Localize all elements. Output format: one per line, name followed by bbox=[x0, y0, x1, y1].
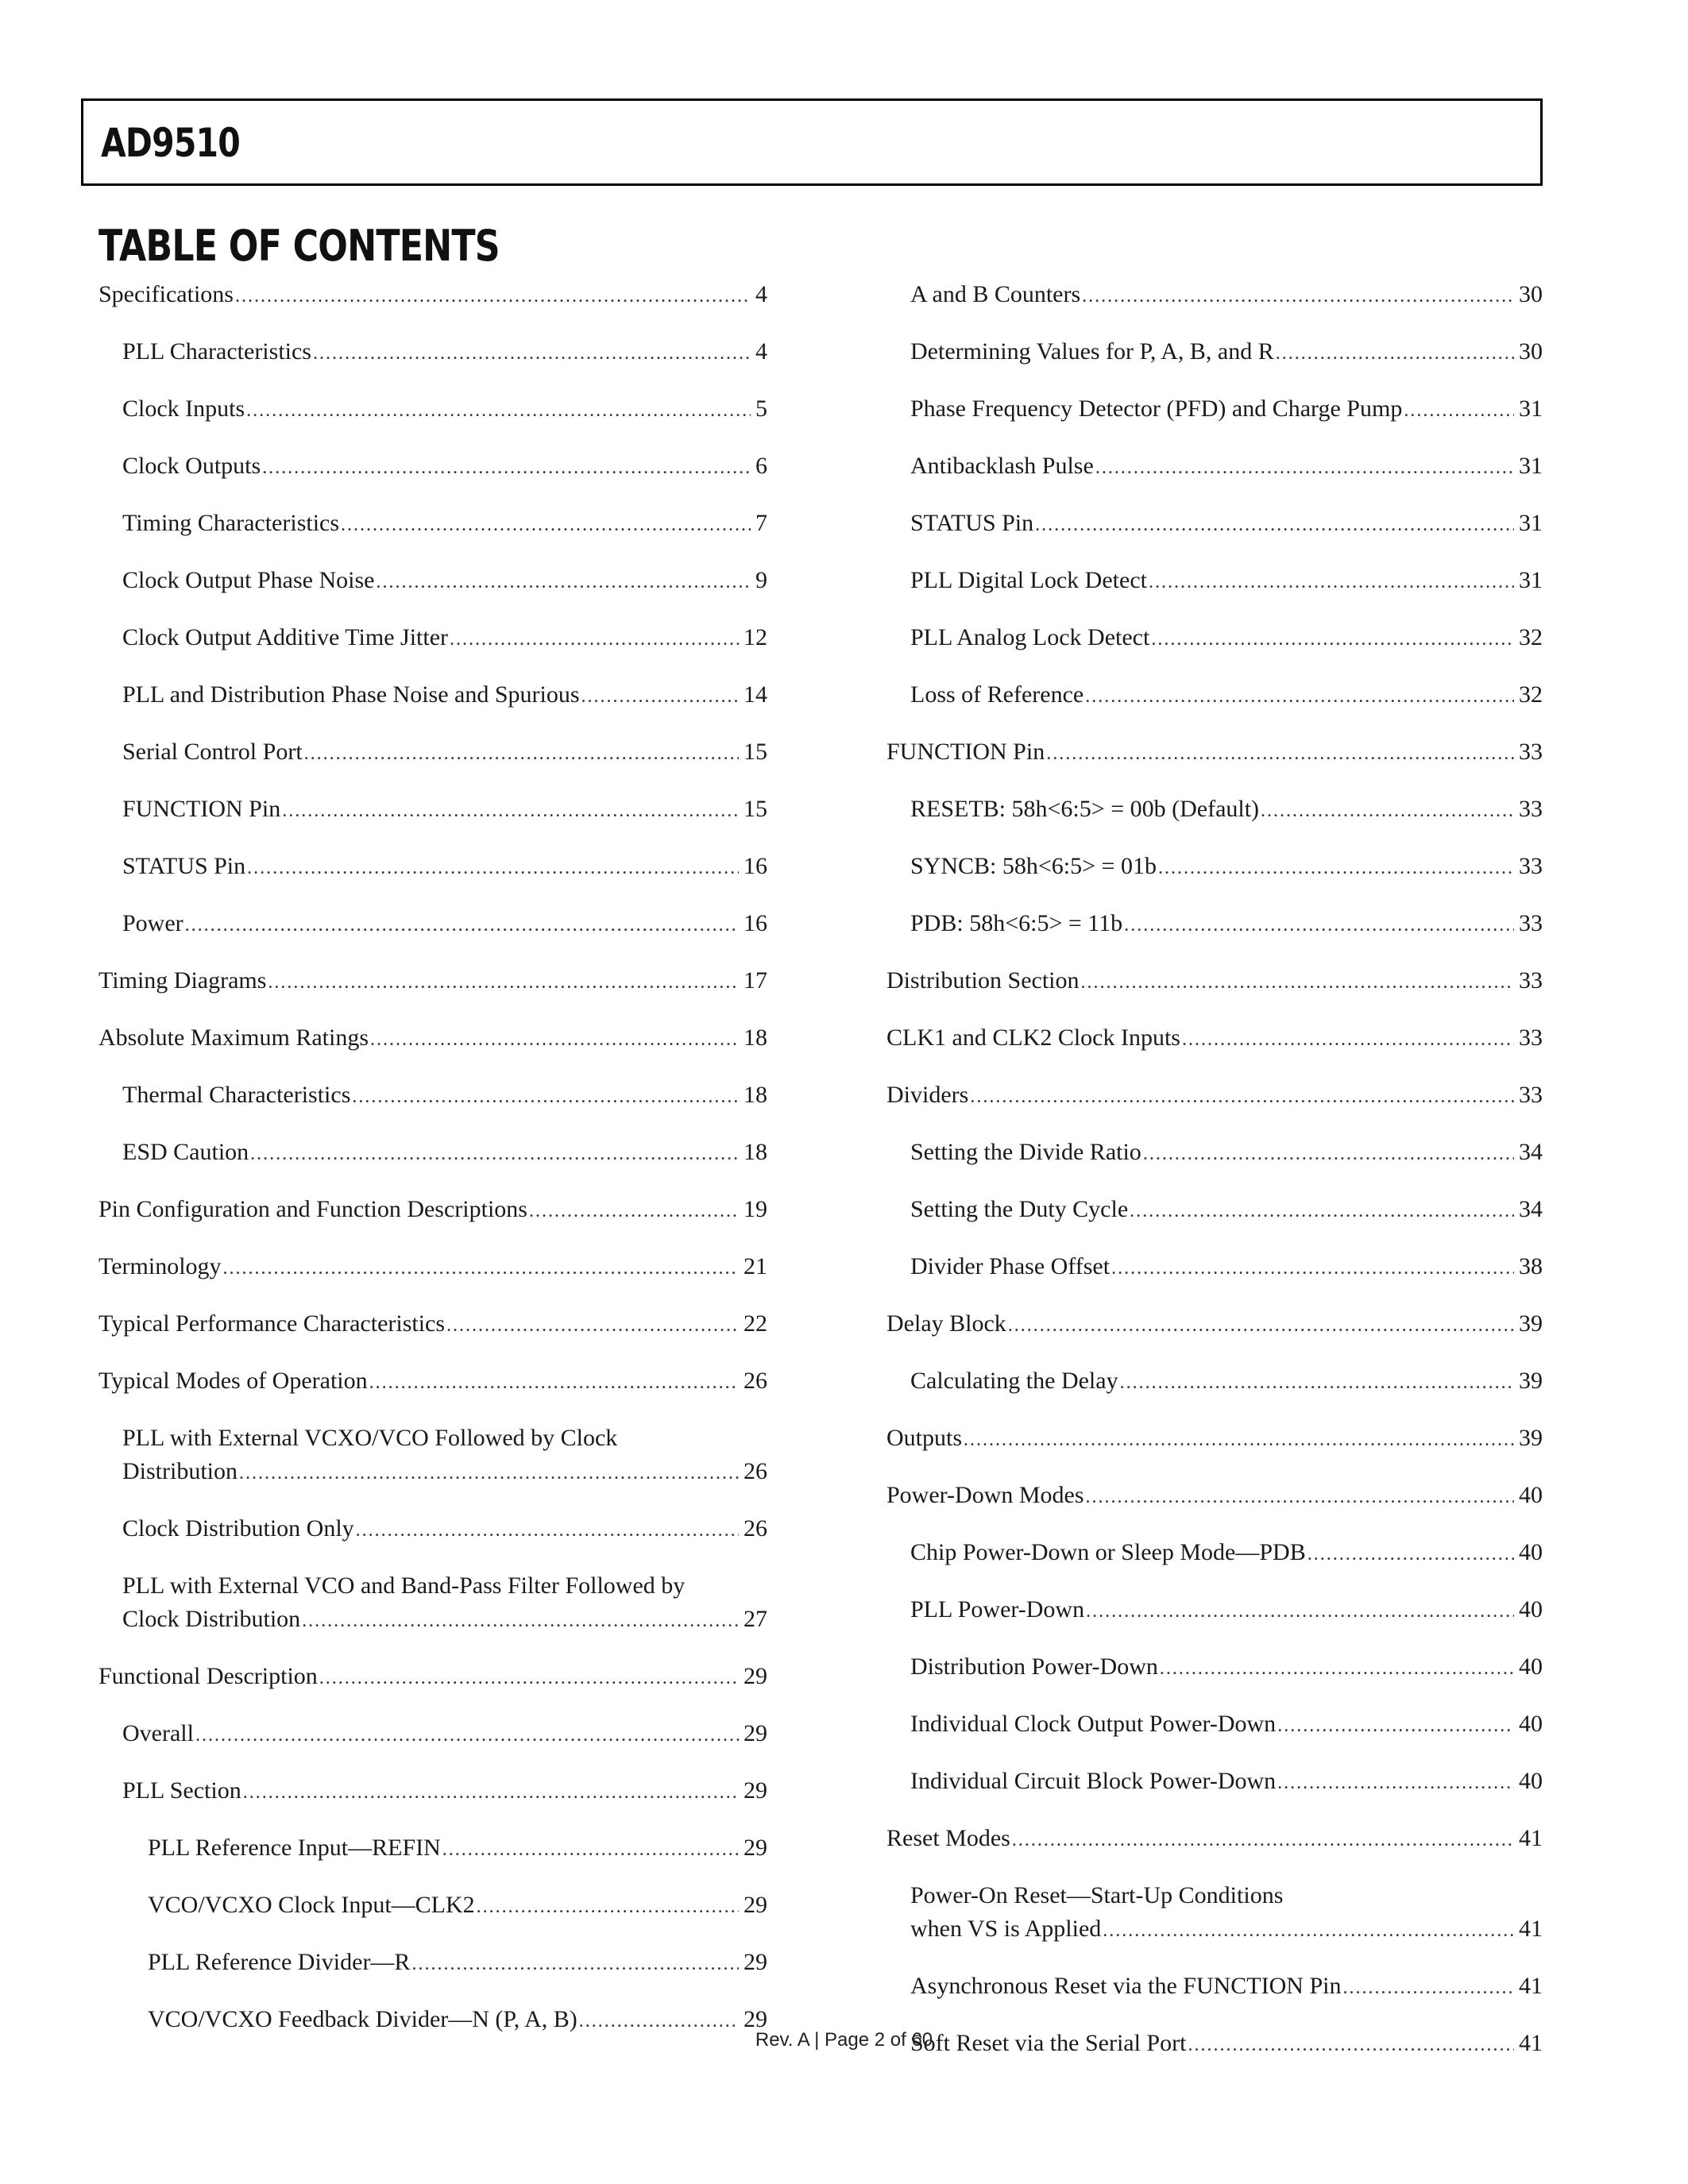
dot-leader bbox=[1081, 966, 1515, 999]
toc-entry[interactable] bbox=[886, 278, 1543, 313]
dot-leader bbox=[964, 1423, 1514, 1457]
toc-entry-page: 29 bbox=[744, 1949, 767, 1975]
toc-entry-page: 22 bbox=[744, 1310, 767, 1337]
toc-entry-page: 29 bbox=[744, 1892, 767, 1918]
toc-entry-title: PLL and Distribution Phase Noise and Spurious bbox=[122, 681, 580, 708]
toc-entry[interactable] bbox=[886, 1307, 1543, 1342]
toc-entry-title: Individual Clock Output Power-Down bbox=[910, 1711, 1277, 1737]
toc-entry-page: 40 bbox=[1519, 1768, 1543, 1794]
toc-entry-title: PLL Reference Input—REFIN bbox=[148, 1835, 441, 1861]
toc-entry-page: 27 bbox=[744, 1606, 767, 1632]
toc-entry[interactable] bbox=[886, 621, 1543, 656]
toc-entry-title: Clock Output Additive Time Jitter bbox=[122, 624, 449, 650]
toc-entry[interactable] bbox=[98, 1021, 767, 1056]
dot-leader bbox=[262, 451, 751, 484]
toc-entry-title-line1: PLL with External VCXO/VCO Followed by Clock bbox=[122, 1425, 618, 1451]
toc-entry-page: 33 bbox=[1519, 910, 1543, 936]
toc-entry[interactable] bbox=[98, 1717, 767, 1752]
toc-entry-title: Soft Reset via the Serial Port bbox=[910, 2030, 1187, 2056]
dot-leader bbox=[442, 1833, 739, 1866]
toc-entry-title: Setting the Duty Cycle bbox=[910, 1196, 1129, 1222]
toc-entry-page: 14 bbox=[744, 681, 767, 708]
dot-leader bbox=[185, 909, 739, 942]
toc-entry-page: 33 bbox=[1519, 739, 1543, 765]
toc-entry-page: 40 bbox=[1519, 1711, 1543, 1737]
toc-entry[interactable] bbox=[98, 1422, 767, 1490]
toc-entry-title: Timing Characteristics bbox=[122, 510, 340, 536]
toc-entry-page: 29 bbox=[744, 1777, 767, 1804]
toc-entry-title: PDB: 58h<6:5> = 11b bbox=[910, 910, 1123, 936]
toc-entry[interactable] bbox=[98, 678, 767, 713]
dot-leader bbox=[1120, 1366, 1514, 1399]
toc-entry-title: Clock Output Phase Noise bbox=[122, 567, 375, 593]
dot-leader bbox=[1143, 1137, 1514, 1171]
toc-entry[interactable] bbox=[98, 392, 767, 427]
toc-column-right bbox=[886, 278, 1543, 2084]
toc-entry[interactable] bbox=[886, 1536, 1543, 1571]
toc-entry[interactable] bbox=[886, 1650, 1543, 1685]
toc-entry-title: PLL Digital Lock Detect bbox=[910, 567, 1147, 593]
toc-entry-page: 16 bbox=[744, 853, 767, 879]
toc-entry-title: SYNCB: 58h<6:5> = 01b bbox=[910, 853, 1157, 879]
toc-entry-page: 31 bbox=[1519, 396, 1543, 422]
toc-entry[interactable] bbox=[886, 392, 1543, 427]
dot-leader bbox=[581, 680, 739, 713]
toc-entry-title: STATUS Pin bbox=[122, 853, 246, 879]
toc-entry-page: 40 bbox=[1519, 1482, 1543, 1508]
toc-entry[interactable] bbox=[886, 793, 1543, 828]
toc-entry-page: 4 bbox=[755, 338, 767, 365]
toc-entry-page: 33 bbox=[1519, 853, 1543, 879]
toc-entry[interactable] bbox=[886, 450, 1543, 484]
toc-entry-page: 39 bbox=[1519, 1368, 1543, 1394]
toc-entry[interactable] bbox=[886, 507, 1543, 542]
toc-entry[interactable] bbox=[886, 564, 1543, 599]
toc-entry-title: Serial Control Port bbox=[122, 739, 303, 765]
toc-entry[interactable] bbox=[886, 1021, 1543, 1056]
toc-entry[interactable] bbox=[98, 1889, 767, 1924]
toc-entry-page: 15 bbox=[744, 739, 767, 765]
toc-entry-page: 41 bbox=[1519, 2030, 1543, 2056]
toc-entry[interactable] bbox=[98, 335, 767, 370]
toc-entry-title: PLL Reference Divider—R bbox=[148, 1949, 411, 1975]
toc-entry-page: 18 bbox=[744, 1024, 767, 1051]
toc-entry-page: 5 bbox=[755, 396, 767, 422]
toc-entry-page: 29 bbox=[744, 1835, 767, 1861]
dot-leader bbox=[282, 794, 739, 828]
toc-entry[interactable] bbox=[98, 964, 767, 999]
toc-entry-page: 26 bbox=[744, 1458, 767, 1484]
dot-leader bbox=[1149, 565, 1514, 599]
toc-entry-page: 41 bbox=[1519, 1825, 1543, 1851]
toc-entry-page: 41 bbox=[1519, 1973, 1543, 1999]
page-title: TABLE OF CONTENTS bbox=[98, 221, 500, 271]
toc-entry-page: 40 bbox=[1519, 1653, 1543, 1680]
toc-entry[interactable] bbox=[886, 1822, 1543, 1857]
toc-entry[interactable] bbox=[886, 1193, 1543, 1228]
dot-leader bbox=[246, 394, 751, 427]
dot-leader bbox=[341, 508, 751, 542]
dot-leader bbox=[352, 1080, 739, 1113]
toc-entry-page: 40 bbox=[1519, 1539, 1543, 1565]
toc-entry[interactable] bbox=[886, 1765, 1543, 1800]
toc-entry-page: 29 bbox=[744, 2006, 767, 2032]
toc-entry[interactable] bbox=[98, 621, 767, 656]
toc-entry-title: Distribution bbox=[122, 1458, 238, 1484]
toc-entry-page: 4 bbox=[755, 281, 767, 307]
dot-leader bbox=[370, 1023, 739, 1056]
dot-leader bbox=[1046, 737, 1514, 770]
toc-entry[interactable] bbox=[98, 1307, 767, 1342]
toc-entry-title: Clock Outputs bbox=[122, 453, 261, 479]
toc-entry-page: 31 bbox=[1519, 567, 1543, 593]
toc-entry-title: RESETB: 58h<6:5> = 00b (Default) bbox=[910, 796, 1260, 822]
toc-entry-title: Functional Description bbox=[98, 1663, 318, 1689]
toc-entry-page: 33 bbox=[1519, 1024, 1543, 1051]
toc-entry[interactable] bbox=[98, 564, 767, 599]
toc-entry[interactable] bbox=[98, 1250, 767, 1285]
toc-entry[interactable] bbox=[98, 507, 767, 542]
dot-leader bbox=[1342, 1971, 1514, 2005]
dot-leader bbox=[1158, 851, 1514, 885]
toc-entry-title: Loss of Reference bbox=[910, 681, 1084, 708]
dot-leader bbox=[304, 737, 739, 770]
dot-leader bbox=[250, 1137, 739, 1171]
toc-entry[interactable] bbox=[886, 1479, 1543, 1514]
dot-leader bbox=[239, 1457, 739, 1490]
toc-entry[interactable] bbox=[98, 793, 767, 828]
dot-leader bbox=[195, 1719, 739, 1752]
toc-entry[interactable] bbox=[98, 278, 767, 313]
toc-entry-title: Clock Distribution bbox=[122, 1606, 301, 1632]
toc-entry[interactable] bbox=[886, 964, 1543, 999]
toc-entry[interactable] bbox=[98, 1831, 767, 1866]
dot-leader bbox=[1095, 451, 1514, 484]
toc-entry-title: STATUS Pin bbox=[910, 510, 1034, 536]
toc-entry-title: Calculating the Delay bbox=[910, 1368, 1118, 1394]
toc-entry-page: 34 bbox=[1519, 1139, 1543, 1165]
toc-entry-page: 18 bbox=[744, 1082, 767, 1108]
toc-entry-title: Outputs bbox=[886, 1425, 963, 1451]
dot-leader bbox=[1086, 1595, 1514, 1628]
toc-entry-title: PLL Section bbox=[122, 1777, 241, 1804]
toc-entry[interactable] bbox=[98, 1946, 767, 1981]
dot-leader bbox=[1404, 394, 1514, 427]
toc-entry-page: 12 bbox=[744, 624, 767, 650]
toc-entry-page: 26 bbox=[744, 1515, 767, 1542]
toc-entry-page: 18 bbox=[744, 1139, 767, 1165]
toc-entry-title: Reset Modes bbox=[886, 1825, 1010, 1851]
toc-entry[interactable] bbox=[886, 1422, 1543, 1457]
toc-entry[interactable] bbox=[886, 1250, 1543, 1285]
toc-entry-title: Power-Down Modes bbox=[886, 1482, 1084, 1508]
toc-entry[interactable] bbox=[98, 450, 767, 484]
toc-entry[interactable] bbox=[98, 850, 767, 885]
toc-entry[interactable] bbox=[886, 1970, 1543, 2005]
toc-entry[interactable] bbox=[886, 1364, 1543, 1399]
toc-entry-title: Pin Configuration and Function Descriptions bbox=[98, 1196, 527, 1222]
toc-entry-title: Typical Performance Characteristics bbox=[98, 1310, 446, 1337]
toc-entry[interactable] bbox=[886, 1879, 1543, 1947]
toc-entry-title: ESD Caution bbox=[122, 1139, 249, 1165]
toc-entry-title: A and B Counters bbox=[910, 281, 1081, 307]
toc-entry[interactable] bbox=[98, 1774, 767, 1809]
toc-entry-page: 31 bbox=[1519, 510, 1543, 536]
toc-entry-title: when VS is Applied bbox=[910, 1916, 1102, 1942]
dot-leader bbox=[243, 1776, 739, 1809]
dot-leader bbox=[1277, 1766, 1514, 1800]
toc-entry-page: 39 bbox=[1519, 1425, 1543, 1451]
dot-leader bbox=[1160, 1652, 1514, 1685]
dot-leader bbox=[411, 1947, 739, 1981]
toc-entry-title: Determining Values for P, A, B, and R bbox=[910, 338, 1274, 365]
toc-entry-page: 30 bbox=[1519, 281, 1543, 307]
toc-entry-page: 19 bbox=[744, 1196, 767, 1222]
dot-leader bbox=[223, 1252, 739, 1285]
dot-leader bbox=[1012, 1823, 1514, 1857]
dot-leader bbox=[1085, 680, 1514, 713]
toc-entry-page: 30 bbox=[1519, 338, 1543, 365]
dot-leader bbox=[235, 280, 751, 313]
toc-entry-title: Setting the Divide Ratio bbox=[910, 1139, 1141, 1165]
toc-entry-page: 39 bbox=[1519, 1310, 1543, 1337]
dot-leader bbox=[369, 1366, 739, 1399]
toc-entry[interactable] bbox=[886, 1707, 1543, 1742]
toc-entry-title: Timing Diagrams bbox=[98, 967, 267, 994]
toc-entry-title: PLL Power-Down bbox=[910, 1596, 1085, 1623]
toc-entry-page: 17 bbox=[744, 967, 767, 994]
toc-entry-title-line1: Power-On Reset—Start-Up Conditions bbox=[910, 1882, 1284, 1908]
toc-entry[interactable] bbox=[886, 335, 1543, 370]
toc-entry[interactable] bbox=[98, 1193, 767, 1228]
toc-entry-page: 32 bbox=[1519, 681, 1543, 708]
toc-entry-title: Absolute Maximum Ratings bbox=[98, 1024, 369, 1051]
toc-entry-title: Delay Block bbox=[886, 1310, 1006, 1337]
dot-leader bbox=[1130, 1194, 1514, 1228]
toc-entry[interactable] bbox=[98, 1512, 767, 1547]
toc-entry-title: Specifications bbox=[98, 281, 234, 307]
toc-entry-title-line1: PLL with External VCO and Band-Pass Filter Followed by bbox=[122, 1572, 686, 1599]
document-header bbox=[81, 98, 1543, 186]
toc-entry-page: 26 bbox=[744, 1368, 767, 1394]
toc-entry-page: 31 bbox=[1519, 453, 1543, 479]
toc-entry-title: Terminology bbox=[98, 1253, 222, 1279]
toc-entry-title: VCO/VCXO Clock Input—CLK2 bbox=[148, 1892, 475, 1918]
dot-leader bbox=[1086, 1480, 1514, 1514]
toc-entry-title: Antibacklash Pulse bbox=[910, 453, 1094, 479]
toc-entry[interactable] bbox=[886, 678, 1543, 713]
dot-leader bbox=[319, 1661, 739, 1695]
toc-entry-page: 32 bbox=[1519, 624, 1543, 650]
toc-entry-title: Dividers bbox=[886, 1082, 969, 1108]
dot-leader bbox=[1103, 1914, 1514, 1947]
toc-entry[interactable] bbox=[886, 907, 1543, 942]
toc-entry[interactable] bbox=[98, 1078, 767, 1113]
dot-leader bbox=[313, 337, 751, 370]
toc-entry-page: 29 bbox=[744, 1720, 767, 1746]
toc-entry-title: VCO/VCXO Feedback Divider—N (P, A, B) bbox=[148, 2006, 577, 2032]
toc-entry-title: Power bbox=[122, 910, 183, 936]
toc-entry[interactable] bbox=[886, 735, 1543, 770]
toc-entry-title: Divider Phase Offset bbox=[910, 1253, 1111, 1279]
toc-entry[interactable] bbox=[98, 1660, 767, 1695]
toc-entry-title: PLL Analog Lock Detect bbox=[910, 624, 1150, 650]
toc-entry[interactable] bbox=[886, 1078, 1543, 1113]
dot-leader bbox=[1151, 623, 1514, 656]
toc-entry-page: 40 bbox=[1519, 1596, 1543, 1623]
dot-leader bbox=[1035, 508, 1514, 542]
toc-entry-title: CLK1 and CLK2 Clock Inputs bbox=[886, 1024, 1180, 1051]
dot-leader bbox=[477, 1890, 739, 1924]
dot-leader bbox=[1008, 1309, 1514, 1342]
dot-leader bbox=[1308, 1538, 1514, 1571]
toc-entry-title: Clock Distribution Only bbox=[122, 1515, 354, 1542]
toc-entry[interactable] bbox=[886, 850, 1543, 885]
toc-entry-title: Distribution Section bbox=[886, 967, 1080, 994]
toc-entry-page: 6 bbox=[755, 453, 767, 479]
toc-entry-title: Thermal Characteristics bbox=[122, 1082, 351, 1108]
toc-entry[interactable] bbox=[98, 1136, 767, 1171]
toc-entry-page: 38 bbox=[1519, 1253, 1543, 1279]
toc-entry[interactable] bbox=[98, 1569, 767, 1638]
dot-leader bbox=[268, 966, 739, 999]
dot-leader bbox=[1276, 337, 1514, 370]
toc-entry-title: Overall bbox=[122, 1720, 194, 1746]
dot-leader bbox=[1182, 1023, 1514, 1056]
toc-entry-page: 16 bbox=[744, 910, 767, 936]
document-id: AD9510 bbox=[101, 120, 240, 166]
dot-leader bbox=[247, 851, 739, 885]
dot-leader bbox=[302, 1604, 739, 1638]
toc-entry[interactable] bbox=[98, 907, 767, 942]
dot-leader bbox=[376, 565, 751, 599]
toc-entry-title: FUNCTION Pin bbox=[886, 739, 1045, 765]
toc-entry[interactable] bbox=[886, 1136, 1543, 1171]
dot-leader bbox=[1082, 280, 1514, 313]
toc-entry-title: PLL Characteristics bbox=[122, 338, 311, 365]
toc-entry[interactable] bbox=[98, 735, 767, 770]
dot-leader bbox=[450, 623, 739, 656]
toc-entry-page: 33 bbox=[1519, 796, 1543, 822]
toc-entry-page: 41 bbox=[1519, 1916, 1543, 1942]
toc-column-left bbox=[98, 278, 767, 2060]
toc-entry-title: Typical Modes of Operation bbox=[98, 1368, 368, 1394]
toc-entry-page: 9 bbox=[755, 567, 767, 593]
toc-entry-page: 33 bbox=[1519, 967, 1543, 994]
toc-entry-title: Asynchronous Reset via the FUNCTION Pin bbox=[910, 1973, 1342, 1999]
toc-entry[interactable] bbox=[98, 1364, 767, 1399]
toc-entry-title: Distribution Power-Down bbox=[910, 1653, 1158, 1680]
toc-entry-title: FUNCTION Pin bbox=[122, 796, 281, 822]
dot-leader bbox=[529, 1194, 739, 1228]
toc-entry[interactable] bbox=[886, 1593, 1543, 1628]
toc-entry-page: 21 bbox=[744, 1253, 767, 1279]
dot-leader bbox=[1124, 909, 1514, 942]
toc-entry-title: Chip Power-Down or Sleep Mode—PDB bbox=[910, 1539, 1306, 1565]
toc-entry-title: Phase Frequency Detector (PFD) and Charge Pump bbox=[910, 396, 1403, 422]
toc-entry-page: 33 bbox=[1519, 1082, 1543, 1108]
page-footer: Rev. A | Page 2 of 60 bbox=[755, 2029, 933, 2051]
toc-entry-page: 34 bbox=[1519, 1196, 1543, 1222]
toc-entry-title: Individual Circuit Block Power-Down bbox=[910, 1768, 1277, 1794]
dot-leader bbox=[1261, 794, 1514, 828]
toc-entry-page: 29 bbox=[744, 1663, 767, 1689]
dot-leader bbox=[1277, 1709, 1514, 1742]
dot-leader bbox=[446, 1309, 739, 1342]
dot-leader bbox=[1111, 1252, 1514, 1285]
toc-entry-page: 15 bbox=[744, 796, 767, 822]
dot-leader bbox=[356, 1514, 739, 1547]
toc-entry-page: 7 bbox=[755, 510, 767, 536]
toc-entry-title: Clock Inputs bbox=[122, 396, 245, 422]
dot-leader bbox=[970, 1080, 1514, 1113]
